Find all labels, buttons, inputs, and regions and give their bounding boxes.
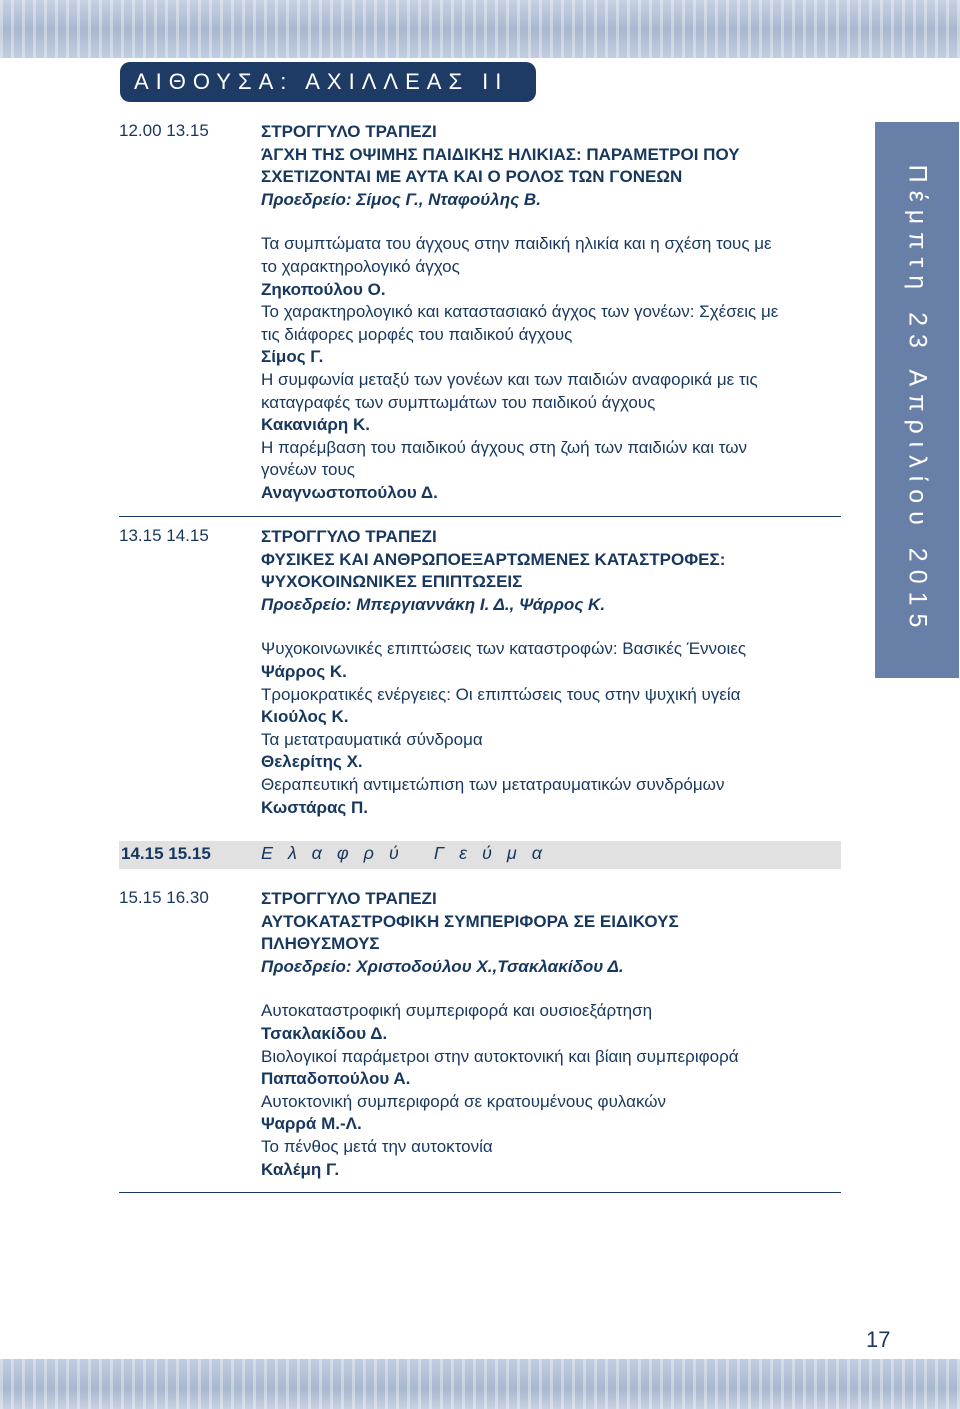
talk-title-line: Το πένθος μετά την αυτοκτονία bbox=[261, 1136, 493, 1156]
talk-speaker: Παπαδοπούλου Α. bbox=[261, 1069, 411, 1089]
lunch-bar bbox=[119, 841, 841, 869]
session-title-line: ΣΧΕΤΙΖΟΝΤΑΙ ΜΕ ΑΥΤΑ ΚΑΙ Ο ΡΟΛΟΣ ΤΩΝ ΓΟΝΕΩΝ bbox=[261, 167, 683, 187]
talk-title-line: Αυτοκαταστροφική συμπεριφορά και ουσιοεξάρτηση bbox=[261, 1001, 653, 1021]
session-chairs: Προεδρείο: Χριστοδούλου Χ.,Τσακλακίδου Δ. bbox=[261, 956, 624, 976]
lunch-label: Ελαφρύ Γεύμα bbox=[261, 843, 558, 863]
session-2 bbox=[119, 526, 841, 819]
session-type: ΣΤΡΟΓΓΥΛΟ ΤΡΑΠΕΖΙ bbox=[261, 889, 437, 908]
divider bbox=[119, 516, 841, 517]
date-side-label: Πέμπτη 23 Απριλίου 2015 bbox=[903, 164, 932, 636]
talk-speaker: Ψάρρος Κ. bbox=[261, 661, 347, 681]
session-title-line: ΦΥΣΙΚΕΣ ΚΑΙ ΑΝΘΡΩΠΟΕΞΑΡΤΩΜΕΝΕΣ ΚΑΤΑΣΤΡΟΦΕΣ: bbox=[261, 549, 726, 569]
lunch-time: 14.15 15.15 bbox=[121, 844, 211, 863]
session-type: ΣΤΡΟΓΓΥΛΟ ΤΡΑΠΕΖΙ bbox=[261, 122, 437, 141]
talk-title-line: Βιολογικοί παράμετροι στην αυτοκτονική και βίαιη συμπεριφορά bbox=[261, 1046, 739, 1066]
talk-title-line: Τα μετατραυματικά σύνδρομα bbox=[261, 729, 483, 749]
talk-speaker: Θελερίτης Χ. bbox=[261, 752, 363, 772]
session-time: 13.15 14.15 bbox=[119, 526, 209, 545]
session-time: 12.00 13.15 bbox=[119, 121, 209, 140]
decorative-banner-top bbox=[0, 0, 960, 58]
talk-title-line: Αυτοκτονική συμπεριφορά σε κρατουμένους φυλακών bbox=[261, 1091, 667, 1111]
talk-speaker: Κωστάρας Π. bbox=[261, 797, 368, 817]
talk-title-line: Το χαρακτηρολογικό και καταστασιακό άγχος των γονέων: Σχέσεις με bbox=[261, 302, 779, 322]
talk-speaker: Ζηκοπούλου Ο. bbox=[261, 279, 386, 299]
talk-title-line: Θεραπευτική αντιμετώπιση των μετατραυματικών συνδρόμων bbox=[261, 774, 725, 794]
talk-title-line: το χαρακτηρολογικό άγχος bbox=[261, 256, 460, 276]
talk-title-line: Τρομοκρατικές ενέργειες: Οι επιπτώσεις τους στην ψυχική υγεία bbox=[261, 684, 741, 704]
talk-speaker: Κακανιάρη Κ. bbox=[261, 415, 370, 435]
talk-speaker: Καλέμη Γ. bbox=[261, 1159, 340, 1179]
session-title-line: ΠΛΗΘΥΣΜΟΥΣ bbox=[261, 934, 380, 954]
session-title-line: ΑΥΤΟΚΑΤΑΣΤΡΟΦΙΚΗ ΣΥΜΠΕΡΙΦΟΡΑ ΣΕ ΕΙΔΙΚΟΥΣ bbox=[261, 911, 679, 931]
talk-speaker: Κιούλος Κ. bbox=[261, 707, 349, 727]
session-3 bbox=[119, 888, 841, 1181]
session-title-line: ΆΓΧΗ ΤΗΣ ΟΨΙΜΗΣ ΠΑΙΔΙΚΗΣ ΗΛΙΚΙΑΣ: ΠΑΡΑΜΕΤΡΟΙ ΠΟΥ bbox=[261, 144, 740, 164]
decorative-banner-bottom bbox=[0, 1359, 960, 1409]
talk-title-line: καταγραφές των συμπτωμάτων του παιδικού άγχους bbox=[261, 392, 656, 412]
page-number: 17 bbox=[866, 1327, 891, 1352]
talk-title-line: τις διάφορες μορφές του παιδικού άγχους bbox=[261, 324, 573, 344]
session-title-line: ΨΥΧΟΚΟΙΝΩΝΙΚΕΣ ΕΠΙΠΤΩΣΕΙΣ bbox=[261, 572, 523, 592]
talk-speaker: Σίμος Γ. bbox=[261, 347, 324, 367]
talk-title-line: Τα συμπτώματα του άγχους στην παιδική ηλικία και η σχέση τους με bbox=[261, 234, 772, 254]
divider bbox=[119, 1192, 841, 1193]
talk-speaker: Τσακλακίδου Δ. bbox=[261, 1023, 388, 1043]
session-time: 15.15 16.30 bbox=[119, 888, 209, 907]
session-chairs: Προεδρείο: Σίμος Γ., Νταφούλης Β. bbox=[261, 189, 541, 209]
session-type: ΣΤΡΟΓΓΥΛΟ ΤΡΑΠΕΖΙ bbox=[261, 527, 437, 546]
session-1 bbox=[119, 121, 841, 505]
session-chairs: Προεδρείο: Μπεργιαννάκη Ι. Δ., Ψάρρος Κ. bbox=[261, 594, 606, 614]
talk-speaker: Αναγνωστοπούλου Δ. bbox=[261, 482, 438, 502]
talk-title-line: Ψυχοκοινωνικές επιπτώσεις των καταστροφών: Βασικές Έννοιες bbox=[261, 639, 747, 659]
talk-title-line: Η συμφωνία μεταξύ των γονέων και των παιδιών αναφορικά με τις bbox=[261, 369, 758, 389]
talk-title-line: γονέων τους bbox=[261, 460, 355, 480]
talk-title-line: Η παρέμβαση του παιδικού άγχους στη ζωή των παιδιών και των bbox=[261, 437, 748, 457]
talk-speaker: Ψαρρά Μ.-Λ. bbox=[261, 1114, 362, 1134]
hall-title: ΑΙΘΟΥΣΑ: ΑΧΙΛΛΕΑΣ ΙΙ bbox=[120, 62, 536, 102]
